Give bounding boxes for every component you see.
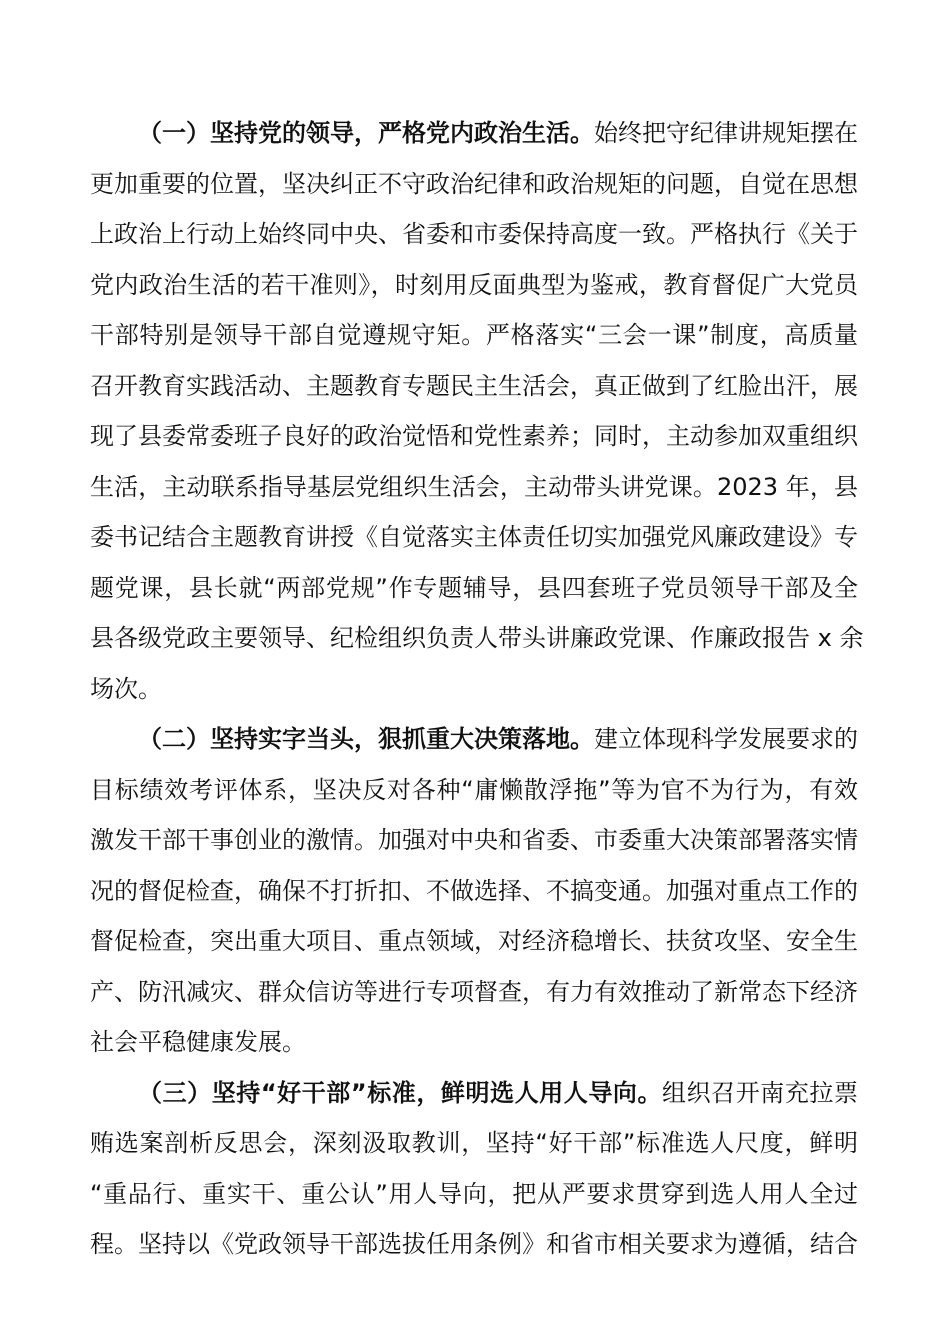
- paragraph-2: [90, 714, 858, 1068]
- paragraph-line: 生活，主动联系指导基层党组织生活会，主动带头讲党课。2023 年，县: [90, 472, 858, 501]
- paragraph-line: 目标绩效考评体系，坚决反对各种“庸懒散浮拖”等为官不为行为，有效: [90, 775, 858, 804]
- paragraph-line: 贿选案剖析反思会，深刻汲取教训，坚持“好干部”标准选人尺度，鲜明: [90, 1129, 858, 1157]
- paragraph-heading: （二）坚持实字当头，狠抓重大决策落地。: [138, 725, 594, 753]
- paragraph-line: 社会平稳健康发展。: [90, 1028, 306, 1056]
- paragraph-line: 更加重要的位置，坚决纠正不守政治纪律和政治规矩的问题，自觉在思想: [90, 169, 858, 198]
- paragraph-heading: （一）坚持党的领导，严格党内政治生活。: [138, 119, 594, 147]
- paragraph-line: 上政治上行动上始终同中央、省委和市委保持高度一致。严格执行《关于: [90, 220, 858, 248]
- paragraph-line: 况的督促检查，确保不打折扣、不做选择、不搞变通。加强对重点工作的: [90, 876, 858, 905]
- paragraph-text: 建立体现科学发展要求的: [594, 725, 858, 753]
- paragraph-line: 委书记结合主题教育讲授《自觉落实主体责任切实加强党风廉政建设》专: [90, 523, 858, 551]
- document-body: [90, 108, 864, 1270]
- paragraph-line: 县各级党政主要领导、纪检组织负责人带头讲廉政党课、作廉政报告 x 余: [90, 624, 864, 652]
- paragraph-3: [90, 1068, 858, 1270]
- paragraph-line: “重品行、重实干、重公认”用人导向，把从严要求贯穿到选人用人全过: [90, 1179, 858, 1208]
- paragraph-line: 激发干部干事创业的激情。加强对中央和省委、市委重大决策部署落实情: [90, 826, 858, 854]
- paragraph-text: 始终把守纪律讲规矩摆在: [594, 119, 858, 147]
- paragraph-line: [90, 714, 858, 765]
- paragraph-text: 组织召开南充拉票: [662, 1078, 859, 1107]
- paragraph-line: 题党课，县长就“两部党规”作专题辅导，县四套班子党员领导干部及全: [90, 573, 858, 602]
- paragraph-line: 干部特别是领导干部自觉遵规守矩。严格落实“三会一课”制度，高质量: [90, 321, 858, 349]
- paragraph-line: 督促检查，突出重大项目、重点领域，对经济稳增长、扶贫攻坚、安全生: [90, 927, 858, 955]
- paragraph-line: 召开教育实践活动、主题教育专题民主生活会，真正做到了红脸出汗，展: [90, 371, 858, 400]
- paragraph-line: [90, 1068, 858, 1119]
- paragraph-line: [90, 108, 858, 159]
- paragraph-line: 场次。: [90, 674, 162, 703]
- paragraph-line: 党内政治生活的若干准则》，时刻用反面典型为鉴戒，教育督促广大党员: [90, 270, 858, 299]
- paragraph-line: 程。坚持以《党政领导干部选拔任用条例》和省市相关要求为遵循，结合: [90, 1230, 858, 1258]
- paragraph-line: 现了县委常委班子良好的政治觉悟和党性素养；同时，主动参加双重组织: [90, 422, 858, 450]
- paragraph-line: 产、防汛减灾、群众信访等进行专项督查，有力有效推动了新常态下经济: [90, 977, 858, 1006]
- paragraph-1: [90, 108, 864, 714]
- paragraph-heading: （三）坚持“好干部”标准，鲜明选人用人导向。: [138, 1078, 663, 1107]
